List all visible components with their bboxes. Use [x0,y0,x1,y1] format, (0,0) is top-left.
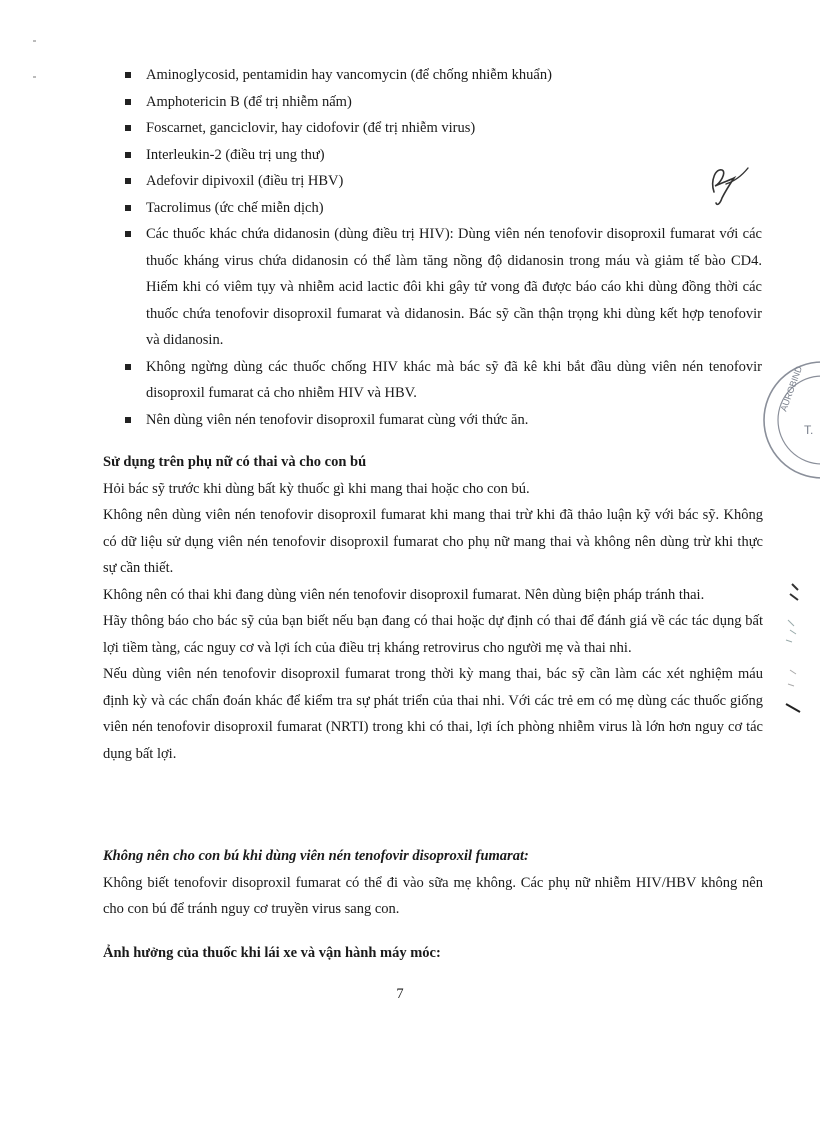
list-item: Nên dùng viên nén tenofovir disoproxil fumarat cùng với thức ăn. [122,407,762,434]
list-item: Aminoglycosid, pentamidin hay vancomycin (để chống nhiễm khuẩn) [122,62,762,89]
signature-icon [700,160,750,210]
paragraph: Không nên dùng viên nén tenofovir disoproxil fumarat khi mang thai trừ khi đã thảo luận kỹ với bác sỹ. Không có dữ liệu sử dụng viên nén tenofovir disoproxil fumarat cho phụ nữ mang thai và không nên dùng trừ khi thực sự cần thiết. [103,507,763,576]
breastfeeding-section [103,843,763,923]
scan-mark [33,40,36,42]
list-item: Adefovir dipivoxil (điều trị HBV) [122,168,762,195]
stamp-text: AUROBIND [778,364,805,413]
list-item: Không ngừng dùng các thuốc chống HIV khác mà bác sỹ đã kê khi bắt đầu dùng viên nén tenofovir disoproxil fumarat cả cho nhiễm HIV và HBV. [122,354,762,407]
list-item: Foscarnet, ganciclovir, hay cidofovir (để trị nhiễm virus) [122,115,762,142]
paragraph: Hỏi bác sỹ trước khi dùng bất kỳ thuốc gì khi mang thai hoặc cho con bú. [103,480,530,497]
list-item: Interleukin-2 (điều trị ung thư) [122,142,762,169]
paragraph: Không nên có thai khi đang dùng viên nén tenofovir disoproxil fumarat. Nên dùng biện pháp tránh thai. [103,586,705,603]
svg-text:T.: T. [804,423,814,437]
list-item: Các thuốc khác chứa didanosin (dùng điều trị HIV): Dùng viên nén tenofovir disoproxil fumarat với các thuốc kháng virus chứa didanosin có thể làm tăng nồng độ didanosin trong máu và giảm tế bào CD4. Hiếm khi có viêm tụy và nhiễm acid lactic đôi khi gây tử vong đã được báo cáo khi dùng đồng thời các thuốc chứa tenofovir disoproxil fumarat và didanosin. Bác sỹ cần thận trọng khi dùng kết hợp tenofovir và didanosin. [122,221,762,354]
driving-section [103,940,763,967]
list-item: Amphotericin B (để trị nhiễm nấm) [122,89,762,116]
list-item: Tacrolimus (ức chế miễn dịch) [122,195,762,222]
page-number: 7 [396,986,404,1002]
company-stamp-icon [760,350,820,490]
paragraph: Hãy thông báo cho bác sỹ của bạn biết nếu bạn đang có thai hoặc dự định có thai để đánh giá về các tác dụng bất lợi tiềm tàng, các nguy cơ và lợi ích của điều trị kháng retrovirus cho người mẹ và thai nhi. [103,613,763,656]
paragraph: Nếu dùng viên nén tenofovir disoproxil fumarat trong thời kỳ mang thai, bác sỹ cần làm các xét nghiệm máu định kỳ và các chẩn đoán khác để kiểm tra sự phát triển của thai nhi. Với các trẻ em có mẹ dùng các thuốc giống viên nén tenofovir disoproxil fumarat (NRTI) trong khi có thai, lợi ích phòng nhiễm virus là lớn hơn nguy cơ tác dụng bất lợi. [103,666,763,762]
scan-mark [33,76,36,78]
paragraph: Không biết tenofovir disoproxil fumarat có thể đi vào sữa mẹ không. Các phụ nữ nhiễm HIV/HBV không nên cho con bú để tránh nguy cơ truyền virus sang con. [103,874,763,917]
scan-edge-marks [780,580,800,720]
section-heading: Ảnh hưởng của thuốc khi lái xe và vận hành máy móc: [103,945,441,961]
section-heading: Sử dụng trên phụ nữ có thai và cho con bú [103,454,367,470]
interaction-drug-list [122,62,762,433]
pregnancy-section [103,449,763,767]
section-heading: Không nên cho con bú khi dùng viên nén tenofovir disoproxil fumarat: [103,848,529,864]
